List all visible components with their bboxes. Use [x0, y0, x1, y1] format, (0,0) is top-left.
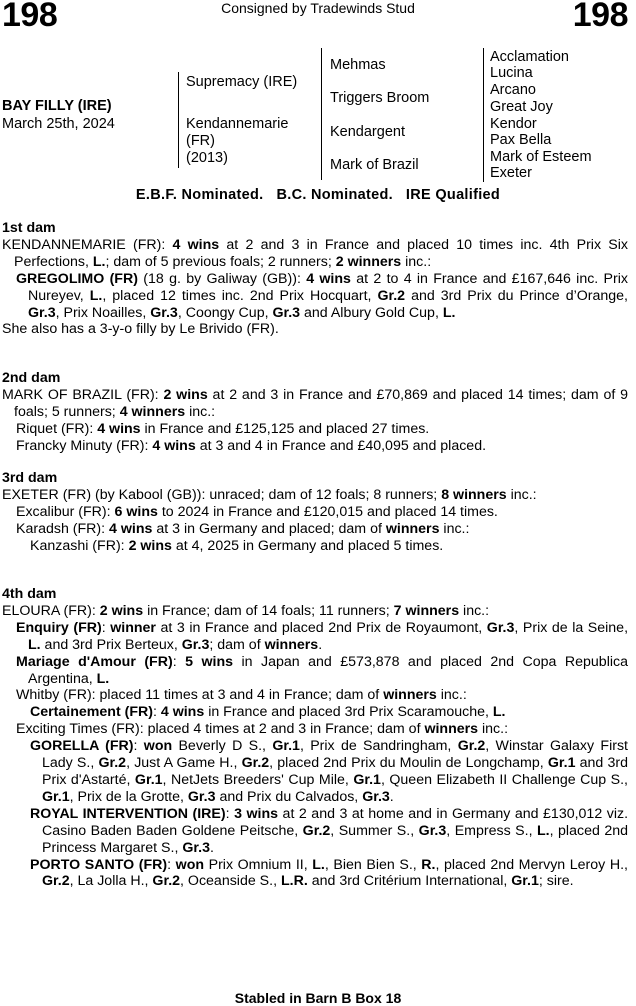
- section-2nd-dam: [2, 370, 628, 455]
- produce-entry: GORELLA (FR): won Beverly D S., Gr.1, Prix de Sandringham, Gr.2, Winstar Galaxy First Lady S., Gr.2, Just A Game H., Gr.2, placed 2nd Prix du Moulin de Longchamp, Gr.1 and 3rd Prix d'Astarté, Gr.1, NetJets Breeders' Cup Mile, Gr.1, Queen Elizabeth II Challenge Cup S., Gr.1, Prix de la Grotte, Gr.3 and Prix du Calvados, Gr.3.: [30, 738, 628, 805]
- produce-entry: Riquet (FR): 4 wins in France and £125,125 and placed 27 times.: [16, 420, 430, 437]
- pedigree-gen4-8: Exeter: [490, 165, 532, 181]
- pedigree-gen4-3: Arcano: [490, 82, 536, 98]
- produce-entry: Whitby (FR): placed 11 times at 3 and 4 in France; dam of winners inc.:: [16, 687, 467, 704]
- pedigree-dam-line2: (FR): [186, 133, 215, 149]
- produce-entry: ROYAL INTERVENTION (IRE): 3 wins at 2 and 3 at home and in Germany and £130,012 viz. Casino Baden Baden Goldene Peitsche, Gr.2, Summer S., Gr.3, Empress S., L., placed 2nd Princess Margaret S., Gr.3.: [30, 805, 629, 856]
- dam-entry: KENDANNEMARIE (FR): 4 wins at 2 and 3 in France and placed 10 times inc. 4th Prix Six Perfections, L.; dam of 5 previous foals; 2 runners; 2 winners inc.:: [2, 236, 628, 270]
- pedigree-line-gen3: [321, 48, 322, 180]
- pedigree-dam-line3: (2013): [186, 150, 228, 166]
- produce-entry: Exciting Times (FR): placed 4 times at 2 and 3 in France; dam of winners inc.:: [16, 721, 509, 738]
- produce-entry: Enquiry (FR): winner at 3 in France and placed 2nd Prix de Royaumont, Gr.3, Prix de la Seine, L. and 3rd Prix Berteux, Gr.3; dam of winners.: [16, 619, 629, 653]
- section-3rd-dam: [2, 470, 628, 555]
- produce-note: She also has a 3-y-o filly by Le Brivido (FR).: [2, 321, 279, 338]
- pedigree-gen4-2: Lucina: [490, 65, 533, 81]
- produce-entry: PORTO SANTO (FR): won Prix Omnium II, L., Bien Bien S., R., placed 2nd Mervyn Leroy H., Gr.2, La Jolla H., Gr.2, Oceanside S., L.R. and 3rd Critérium International, Gr.1; sire.: [30, 856, 628, 890]
- pedigree-sire: Supremacy (IRE): [186, 74, 298, 90]
- pedigree-line-gen2: [178, 72, 179, 168]
- pedigree-line-gen4: [483, 48, 484, 182]
- produce-entry: Certainement (FR): 4 wins in France and placed 3rd Prix Scaramouche, L.: [30, 704, 506, 721]
- horse-name: BAY FILLY (IRE): [2, 98, 112, 114]
- pedigree-gen4-7: Mark of Esteem: [490, 149, 592, 165]
- produce-entry: Francky Minuty (FR): 4 wins at 3 and 4 in France and £40,095 and placed.: [16, 437, 487, 454]
- stabling-info: Stabled in Barn B Box 18: [234, 990, 402, 1006]
- section-4th-dam: [2, 586, 628, 890]
- pedigree-gen4-1: Acclamation: [490, 49, 569, 65]
- pedigree-gen4-6: Pax Bella: [490, 132, 552, 148]
- dam-entry: MARK OF BRAZIL (FR): 2 wins at 2 and 3 in France and £70,869 and placed 14 times; dam of 9 foals; 5 runners; 4 winners inc.:: [2, 386, 629, 420]
- section-heading: 1st dam: [2, 220, 56, 236]
- produce-entry: Mariage d'Amour (FR): 5 wins in Japan and £573,878 and placed 2nd Copa Republica Argentina, L.: [16, 653, 628, 687]
- pedigree-dam-dam: Mark of Brazil: [330, 157, 419, 173]
- section-1st-dam: [2, 220, 628, 338]
- dam-entry: ELOURA (FR): 2 wins in France; dam of 14 foals; 11 runners; 7 winners inc.:: [2, 602, 490, 619]
- lot-number-left: 198: [2, 0, 58, 34]
- consignor: Consigned by Tradewinds Stud: [221, 0, 415, 16]
- section-heading: 2nd dam: [2, 370, 61, 386]
- produce-entry: Karadsh (FR): 4 wins at 3 in Germany and placed; dam of winners inc.:: [16, 520, 470, 537]
- pedigree-sire-dam: Triggers Broom: [330, 90, 430, 106]
- produce-entry: Excalibur (FR): 6 wins to 2024 in France and £120,015 and placed 14 times.: [16, 503, 498, 520]
- pedigree-gen4-4: Great Joy: [490, 99, 553, 115]
- produce-entry: Kanzashi (FR): 2 wins at 4, 2025 in Germany and placed 5 times.: [30, 537, 444, 554]
- pedigree-dam-sire: Kendargent: [330, 124, 405, 140]
- produce-entry: GREGOLIMO (FR) (18 g. by Galiway (GB)): 4 wins at 2 to 4 in France and £167,646 inc. Prix Nureyev, L., placed 12 times inc. 2nd Prix Hocquart, Gr.2 and 3rd Prix du Prince d’Orange, Gr.3, Prix Noailles, Gr.3, Coongy Cup, Gr.3 and Albury Gold Cup, L.: [16, 270, 628, 321]
- pedigree-sire-sire: Mehmas: [330, 57, 386, 73]
- section-heading: 4th dam: [2, 586, 57, 602]
- nominations: E.B.F. Nominated. B.C. Nominated. IRE Qualified: [135, 187, 501, 203]
- lot-number-right: 198: [572, 0, 628, 34]
- dam-entry: EXETER (FR) (by Kabool (GB)): unraced; dam of 12 foals; 8 runners; 8 winners inc.:: [2, 486, 537, 503]
- pedigree-gen4-5: Kendor: [490, 116, 537, 132]
- section-heading: 3rd dam: [2, 470, 58, 486]
- foaling-date: March 25th, 2024: [2, 116, 115, 132]
- pedigree-dam-line1: Kendannemarie: [186, 116, 289, 132]
